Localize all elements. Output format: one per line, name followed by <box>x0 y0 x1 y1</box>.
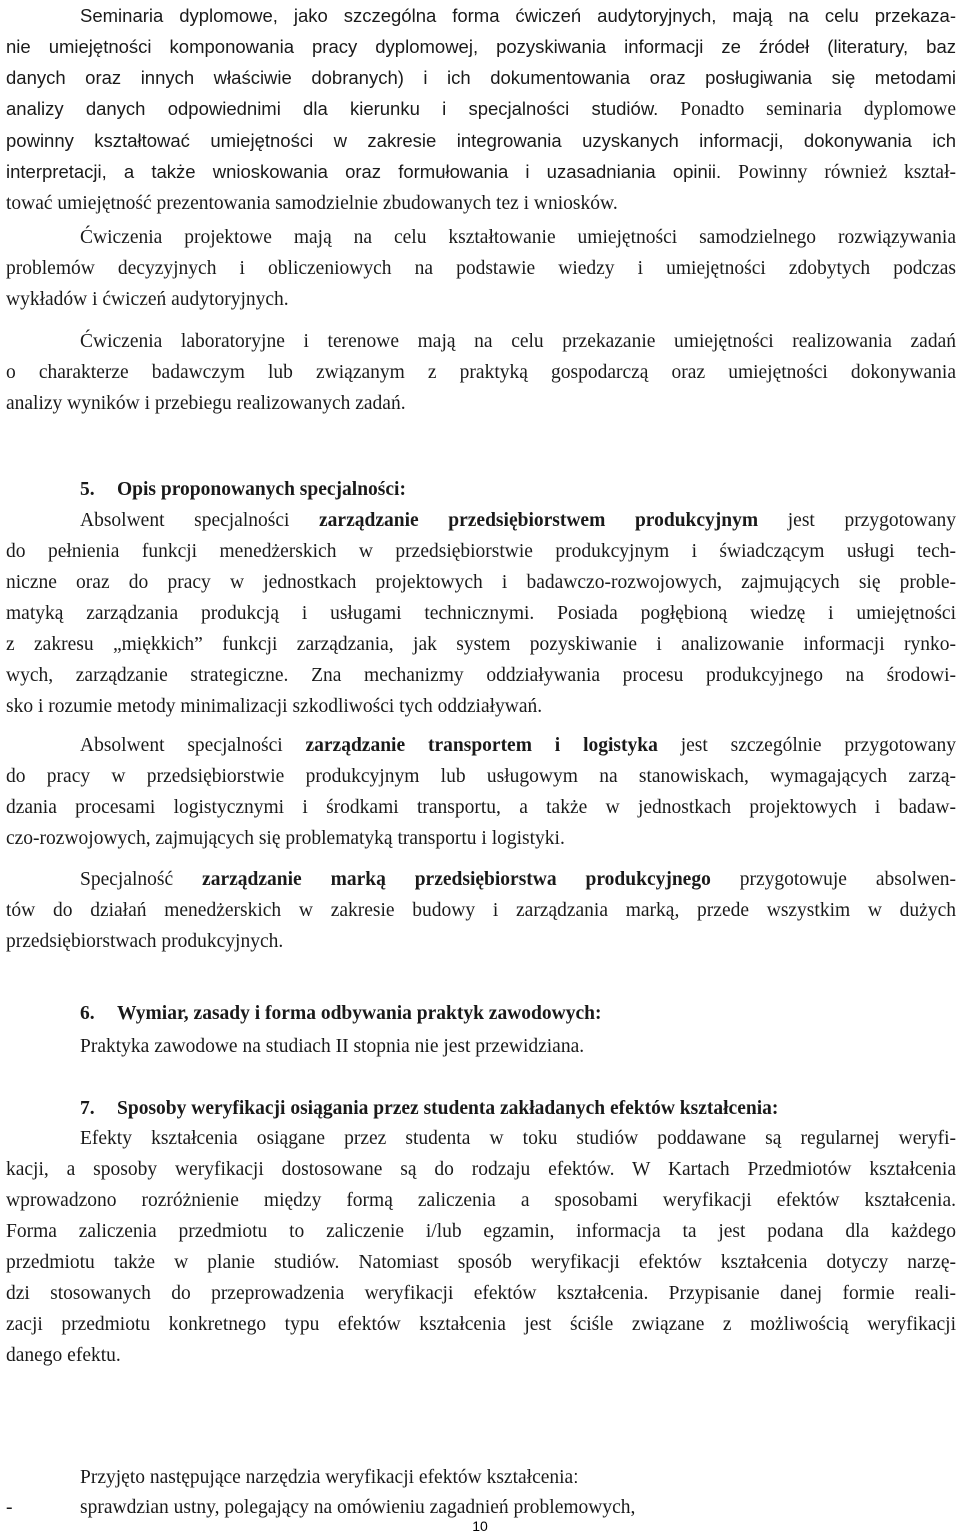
paragraph-specjalnosc-marka <box>6 864 956 957</box>
text-line: analizy danych odpowiednimi dla kierunku i specjalności studiów. Ponadto seminaria dyplomowe <box>6 98 956 120</box>
section-6-heading: 6. Wymiar, zasady i forma odbywania praktyk zawodowych: <box>80 1003 602 1024</box>
text-line: przedmiotu także w planie studiów. Natomiast sposób weryfikacji efektów kształcenia dotyczy narzę- <box>6 1252 956 1273</box>
text-line: nie umiejętności komponowania pracy dyplomowej, pozyskiwania informacji ze źródeł (literatury, baz <box>6 36 956 57</box>
text-line: analizy wyników i przebiegu realizowanych zadań. <box>6 393 406 414</box>
text-line: Seminaria dyplomowe, jako szczególna forma ćwiczeń audytoryjnych, mają na celu przekaza- <box>80 5 956 26</box>
text-line: niczne oraz do pracy w jednostkach projektowych i badawczo-rozwojowych, zajmujących się proble- <box>6 572 956 593</box>
text-line: do pełnienia funkcji menedżerskich w przedsiębiorstwie produkcyjnym i świadczącym usługi tech- <box>6 541 956 562</box>
text-line: Absolwent specjalności zarządzanie transportem i logistyka jest szczególnie przygotowany <box>80 735 956 756</box>
document-page <box>6 0 956 1537</box>
page-number: 10 <box>472 1518 488 1534</box>
paragraph-specjalnosc-transport <box>6 730 956 854</box>
text-line: zacji przedmiotu konkretnego typu efektów kształcenia jest ściśle związane z możliwością weryfikacji <box>6 1314 956 1335</box>
text-line: tować umiejętność prezentowania samodzielnie zbudowanych tez i wniosków. <box>6 193 618 214</box>
text-line: problemów decyzyjnych i obliczeniowych na podstawie wiedzy i umiejętności zdobytych podczas <box>6 258 956 279</box>
text-line: Ćwiczenia projektowe mają na celu kształtowanie umiejętności samodzielnego rozwiązywania <box>80 227 956 248</box>
list-bullet: - <box>6 1497 13 1518</box>
text-line: tów do działań menedżerskich w zakresie budowy i zarządzania marką, przede wszystkim w dużych <box>6 900 956 921</box>
text-line: Forma zaliczenia przedmiotu to zaliczenie i/lub egzamin, informacja ta jest podana dla każdego <box>6 1221 956 1242</box>
paragraph-seminaria <box>6 0 956 219</box>
text-line: kacji, a sposoby weryfikacji dostosowane są do rodzaju efektów. W Kartach Przedmiotów kształcenia <box>6 1159 956 1180</box>
text-line: Specjalność zarządzanie marką przedsiębiorstwa produkcyjnego przygotowuje absolwen- <box>80 869 956 890</box>
text-line: przedsiębiorstwach produkcyjnych. <box>6 931 284 952</box>
text-line: wykładów i ćwiczeń audytoryjnych. <box>6 289 289 310</box>
text-line: danego efektu. <box>6 1345 121 1366</box>
text-line: powinny kształtować umiejętności w zakresie integrowania uzyskanych informacji, dokonywania ich <box>6 130 956 151</box>
paragraph-specjalnosc-produkcja <box>6 505 956 722</box>
text-line: matyką zarządzania produkcją i usługami technicznymi. Posiada pogłębioną wiedzę i umiejętności <box>6 603 956 624</box>
text-line: o charakterze badawczym lub związanym z praktyką gospodarczą oraz umiejętności dokonywania <box>6 362 956 383</box>
text-line: dzania procesami logistycznymi i środkami transportu, a także w jednostkach projektowych i badaw- <box>6 797 956 818</box>
text-line: wprowadzono rozróżnienie między formą zaliczenia a sposobami weryfikacji efektów kształcenia. <box>6 1190 956 1211</box>
text-line: Absolwent specjalności zarządzanie przedsiębiorstwem produkcyjnym jest przygotowany <box>80 510 956 531</box>
list-item-text: sprawdzian ustny, polegający na omówieniu zagadnień problemowych, <box>80 1497 636 1518</box>
paragraph-projektowe <box>6 222 956 315</box>
text-line: Efekty kształcenia osiągane przez studenta w toku studiów poddawane są regularnej weryfi- <box>80 1128 956 1149</box>
text-line: do pracy w przedsiębiorstwie produkcyjnym lub usługowym na stanowiskach, wymagających zarzą- <box>6 766 956 787</box>
section-7-heading: 7. Sposoby weryfikacji osiągania przez studenta zakładanych efektów kształcenia: <box>80 1098 779 1119</box>
text-line: interpretacji, a także wnioskowania oraz formułowania i uzasadniania opinii. Powinny również kształ- <box>6 161 956 183</box>
text-line: wych, zarządzanie strategiczne. Zna mechanizmy oddziaływania procesu produkcyjnego na środowi- <box>6 665 956 686</box>
section-6-text: Praktyka zawodowe na studiach II stopnia nie jest przewidziana. <box>80 1036 585 1057</box>
text-line: sko i rozumie metody minimalizacji szkodliwości tych oddziaływań. <box>6 696 543 717</box>
tools-intro: Przyjęto następujące narzędzia weryfikacji efektów kształcenia: <box>80 1466 579 1488</box>
text-line: danych oraz innych właściwie dobranych) i ich dokumentowania oraz posługiwania się metodami <box>6 67 956 88</box>
text-line: czo-rozwojowych, zajmujących się problematyką transportu i logistyki. <box>6 828 565 849</box>
text-line: Ćwiczenia laboratoryjne i terenowe mają na celu przekazanie umiejętności realizowania zadań <box>80 331 956 352</box>
paragraph-laboratoryjne <box>6 326 956 419</box>
section-5-heading: 5. Opis proponowanych specjalności: <box>80 479 406 500</box>
text-line: z zakresu „miękkich” funkcji zarządzania, jak system pozyskiwanie i analizowanie informacji rynko- <box>6 634 956 655</box>
text-line: dzi stosowanych do przeprowadzenia weryfikacji efektów kształcenia. Przypisanie danej formie reali- <box>6 1283 956 1304</box>
paragraph-weryfikacja <box>6 1123 956 1371</box>
